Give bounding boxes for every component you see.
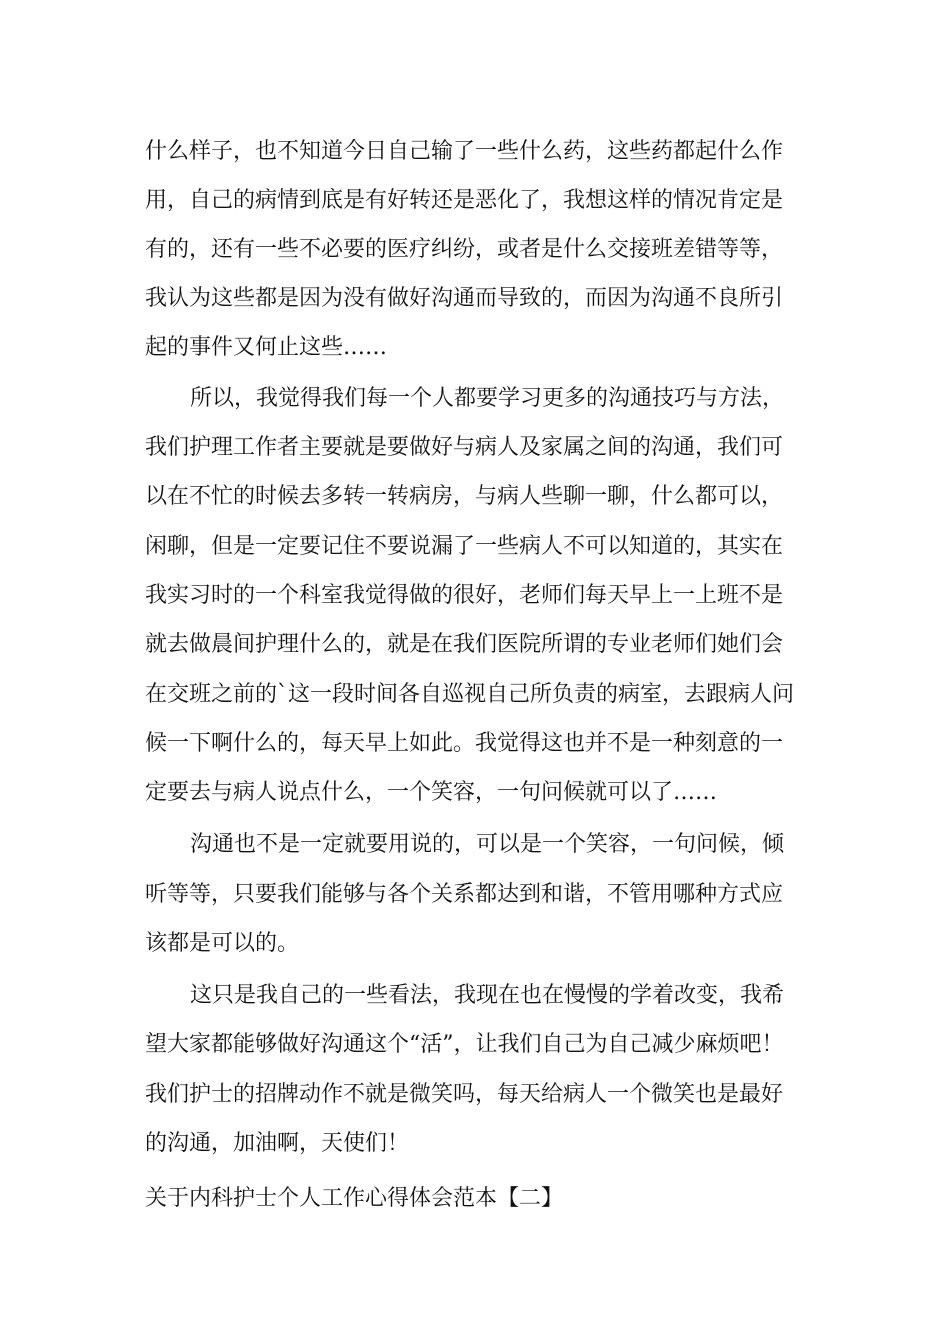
body-text-line: 该都是可以的。 <box>145 931 300 956</box>
paragraph-first-line: 所以，我觉得我们每一个人都要学习更多的沟通技巧与方法， <box>190 386 785 411</box>
body-text-line: 我实习时的一个科室我觉得做的很好，老师们每天早上一上班不是 <box>145 583 784 608</box>
body-text-line: 在交班之前的`这一段时间各自巡视自己所负责的病室，去跟病人问 <box>145 682 795 707</box>
body-text-line: 就去做晨间护理什么的，就是在我们医院所谓的专业老师们她们会 <box>145 632 784 657</box>
body-text-line: 听等等，只要我们能够与各个关系都达到和谐，不管用哪种方式应 <box>145 882 784 907</box>
body-text-line: 我们护士的招牌动作不就是微笑吗，每天给病人一个微笑也是最好 <box>145 1082 784 1107</box>
body-text-line: 什么样子，也不知道今日自己输了一些什么药，这些药都起什么作 <box>145 139 784 164</box>
body-text-line: 以在不忙的时候去多转一转病房，与病人些聊一聊，什么都可以， <box>145 484 784 509</box>
body-text-line: 起的事件又何止这些…… <box>145 335 388 360</box>
paragraph-first-line: 这只是我自己的一些看法，我现在也在慢慢的学着改变，我希 <box>190 983 785 1008</box>
body-text-line: 有的，还有一些不必要的医疗纠纷，或者是什么交接班差错等等， <box>145 237 784 262</box>
body-text-line: 闲聊，但是一定要记住不要说漏了一些病人不可以知道的，其实在 <box>145 534 784 559</box>
paragraph-first-line: 沟通也不是一定就要用说的，可以是一个笑容，一句问候，倾 <box>190 832 785 857</box>
body-text-line: 候一下啊什么的，每天早上如此。我觉得这也并不是一种刻意的一 <box>145 731 784 756</box>
body-text-line: 用，自己的病情到底是有好转还是恶化了，我想这样的情况肯定是 <box>145 188 784 213</box>
body-text-line: 我们护理工作者主要就是要做好与病人及家属之间的沟通，我们可 <box>145 435 784 460</box>
section-heading: 关于内科护士个人工作心得体会范本【二】 <box>145 1186 564 1211</box>
body-text-line: 的沟通，加油啊，天使们！ <box>145 1131 410 1156</box>
body-text-line: 我认为这些都是因为没有做好沟通而导致的，而因为沟通不良所引 <box>145 286 784 311</box>
body-text-line: 望大家都能够做好沟通这个“活”，让我们自己为自己减少麻烦吧！ <box>145 1032 784 1057</box>
body-text-line: 定要去与病人说点什么，一个笑容，一句问候就可以了…… <box>145 780 718 805</box>
